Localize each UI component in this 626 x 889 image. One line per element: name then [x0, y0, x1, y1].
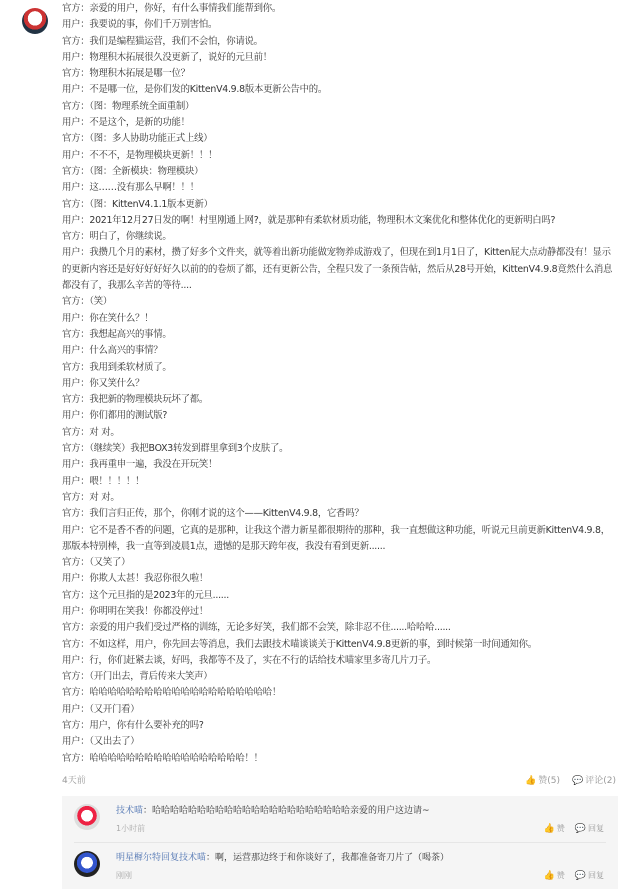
- dialogue-line: 用户：我攒几个月的素材，攒了好多个文件夹，就等着出新功能做宠物养成游戏了，但现在到1月1日了，Kitten屁大点动静都没有！显示的更新内容还是好好好好好久以前的的卷烦了都，还有更新公告，全程只发了一条预告帖，然后从28号开始，KittenV4.9.8竟然什么消息都没有了，我那么辛苦的等待....: [62, 247, 613, 292]
- reply-icon: 💬: [574, 871, 586, 881]
- commenter-avatar[interactable]: [74, 851, 100, 877]
- dialogue-line: 官方：物理积木拓展是哪一位？: [62, 68, 190, 80]
- comment-item: [62, 796, 618, 842]
- dialogue-line: 官方：（继续笑）我把BOX3转发到群里拿到3个皮肤了。: [62, 443, 289, 455]
- dialogue-line: 官方：（图：全新模块：物理模块）: [62, 165, 204, 177]
- dialogue-line: 官方：我们言归正传，那个，你刚才说的这个——KittenV4.9.8，它香吗？: [62, 508, 364, 520]
- dialogue-line: 官方：哈哈哈哈哈哈哈哈哈哈哈哈哈哈哈哈哈！！: [62, 752, 263, 764]
- dialogue-line: 官方：我用到柔软材质了。: [62, 361, 172, 373]
- comment-reply-button[interactable]: [575, 870, 604, 881]
- dialogue-line: 用户：喂！！！！！: [62, 475, 145, 487]
- comment-icon: 💬: [572, 776, 584, 787]
- dialogue-line: 用户：行，你们赶紧去谈，好吗，我都等不及了，实在不行的话给技术喵家里多寄几片刀子。: [62, 654, 437, 666]
- thumbs-up-icon: 👍: [543, 824, 555, 834]
- commenter-name[interactable]: 明星樨尔特回复技术喵: [116, 853, 207, 863]
- dialogue-line: 用户：你明明在笑我！你都没停过！: [62, 605, 209, 617]
- dialogue-line: 官方：对 对。: [62, 426, 120, 438]
- comment-like-button[interactable]: [544, 823, 565, 834]
- thumbs-up-icon: 👍: [543, 871, 555, 881]
- dialogue-line: 官方：亲爱的用户我们受过严格的训练，无论多好笑，我们都不会笑，除非忍不住......哈哈哈......: [62, 622, 451, 634]
- post-time: 4天前: [62, 776, 86, 787]
- reply-label: 回复: [588, 824, 604, 833]
- dialogue-line: 用户：物理积木拓展很久没更新了，说好的元旦前！: [62, 51, 272, 63]
- like-label: 赞(5): [538, 776, 561, 787]
- dialogue-line: 官方：（图：KittenV4.1.1版本更新）: [62, 198, 213, 210]
- dialogue-line: 用户：我要说的事，你们千万别害怕。: [62, 19, 218, 31]
- dialogue-line: 官方：我们是编程猫运营，我们不会怕，你请说。: [62, 35, 263, 47]
- comments-section: [62, 796, 618, 889]
- dialogue-line: 官方：明白了，你继续说。: [62, 231, 172, 243]
- dialogue-line: 用户：你在笑什么？！: [62, 312, 154, 324]
- dialogue-line: 官方：亲爱的用户，你好，有什么事情我们能帮到你。: [62, 3, 282, 14]
- post-actions: [525, 773, 616, 786]
- like-label: 赞: [556, 871, 565, 880]
- dialogue-line: 官方：（图：多人协助功能正式上线）: [62, 133, 213, 145]
- dialogue-line: 用户：你又笑什么？: [62, 377, 145, 389]
- commenter-avatar[interactable]: [74, 804, 100, 830]
- dialogue-line: 官方：（开门出去，背后传来大笑声）: [62, 671, 213, 683]
- dialogue-line: 用户：不不不，是物理模块更新！！！: [62, 149, 218, 161]
- like-button[interactable]: [525, 773, 560, 786]
- commenter-name[interactable]: 技术喵: [116, 806, 144, 816]
- comment-item: [62, 843, 618, 889]
- dialogue-line: 官方：（又笑了）: [62, 557, 131, 569]
- dialogue-line: 用户：这……没有那么早啊！！！: [62, 182, 199, 194]
- comment-actions: [544, 870, 604, 881]
- dialogue-line: 官方：（笑）: [62, 296, 113, 308]
- comment-label: 评论(2): [585, 776, 616, 787]
- dialogue-line: 用户：不是哪一位，是你们发的KittenV4.9.8版本更新公告中的。: [62, 84, 327, 96]
- dialogue-line: 官方：我把新的物理模块玩坏了都。: [62, 394, 209, 406]
- dialogue-line: 用户：它不是香不香的问题，它真的是那种，让我这个潜力新星都很期待的那种，我一直想做这种功能，听说元旦前更新KittenV4.9.8，那版本特别棒，我一直等到凌晨1点，遗憾的是那天跨年夜，我没有看到更新......: [62, 524, 610, 552]
- reply-icon: 💬: [574, 824, 586, 834]
- dialogue-line: 官方：不如这样，用户，你先回去等消息，我们去跟技术喵谈谈关于KittenV4.9.8更新的事，到时候第一时间通知你。: [62, 638, 537, 650]
- dialogue-line: 用户：2021年12月27日发的啊！村里刚通上网?，就是那种有柔软材质功能，物理积木文案优化和整体优化的更新明白吗?: [62, 214, 556, 226]
- dialogue-line: 官方：这个元旦指的是2023年的元旦......: [62, 589, 229, 601]
- dialogue-line: 官方：我想起高兴的事情。: [62, 328, 172, 340]
- dialogue-line: 官方：用户，你有什么要补充的吗?: [62, 720, 204, 732]
- dialogue-line: 用户：我再重申一遍，我没在开玩笑！: [62, 459, 218, 471]
- dialogue-line: 官方：对 对。: [62, 491, 120, 503]
- dialogue-line: 官方：哈哈哈哈哈哈哈哈哈哈哈哈哈哈哈哈哈哈哈哈！: [62, 687, 282, 699]
- thumbs-up-icon: 👍: [525, 776, 537, 787]
- comment-time: 刚刚: [116, 871, 132, 880]
- dialogue-line: 用户：不是这个，是新的功能！: [62, 117, 190, 129]
- comment-time: 1小时前: [116, 824, 146, 833]
- post-body: [62, 1, 616, 787]
- comment-button[interactable]: [572, 773, 616, 786]
- dialogue-line: 官方：（图：物理系统全面重制）: [62, 100, 195, 112]
- dialogue-line: 用户：（又出去了）: [62, 736, 140, 748]
- like-label: 赞: [556, 824, 565, 833]
- author-avatar[interactable]: [22, 8, 48, 34]
- dialogue-line: 用户：你们都用的测试版?: [62, 410, 168, 422]
- comment-like-button[interactable]: [544, 870, 565, 881]
- comment-text: ：啊，运营那边终于和你谈好了，我都准备寄刀片了（喝茶）: [206, 853, 450, 863]
- post-meta: [62, 773, 616, 787]
- dialogue-lines: [62, 1, 616, 767]
- dialogue-line: 用户：你欺人太甚！我忍你很久啦！: [62, 573, 209, 585]
- reply-label: 回复: [588, 871, 604, 880]
- comment-actions: [544, 823, 604, 834]
- dialogue-line: 用户：什么高兴的事情？: [62, 345, 163, 357]
- dialogue-line: 用户：（又开门看）: [62, 703, 140, 715]
- comment-text: ：哈哈哈哈哈哈哈哈哈哈哈哈哈哈哈哈哈哈哈哈哈哈亲爱的用户这边请~: [143, 806, 430, 816]
- comment-reply-button[interactable]: [575, 823, 604, 834]
